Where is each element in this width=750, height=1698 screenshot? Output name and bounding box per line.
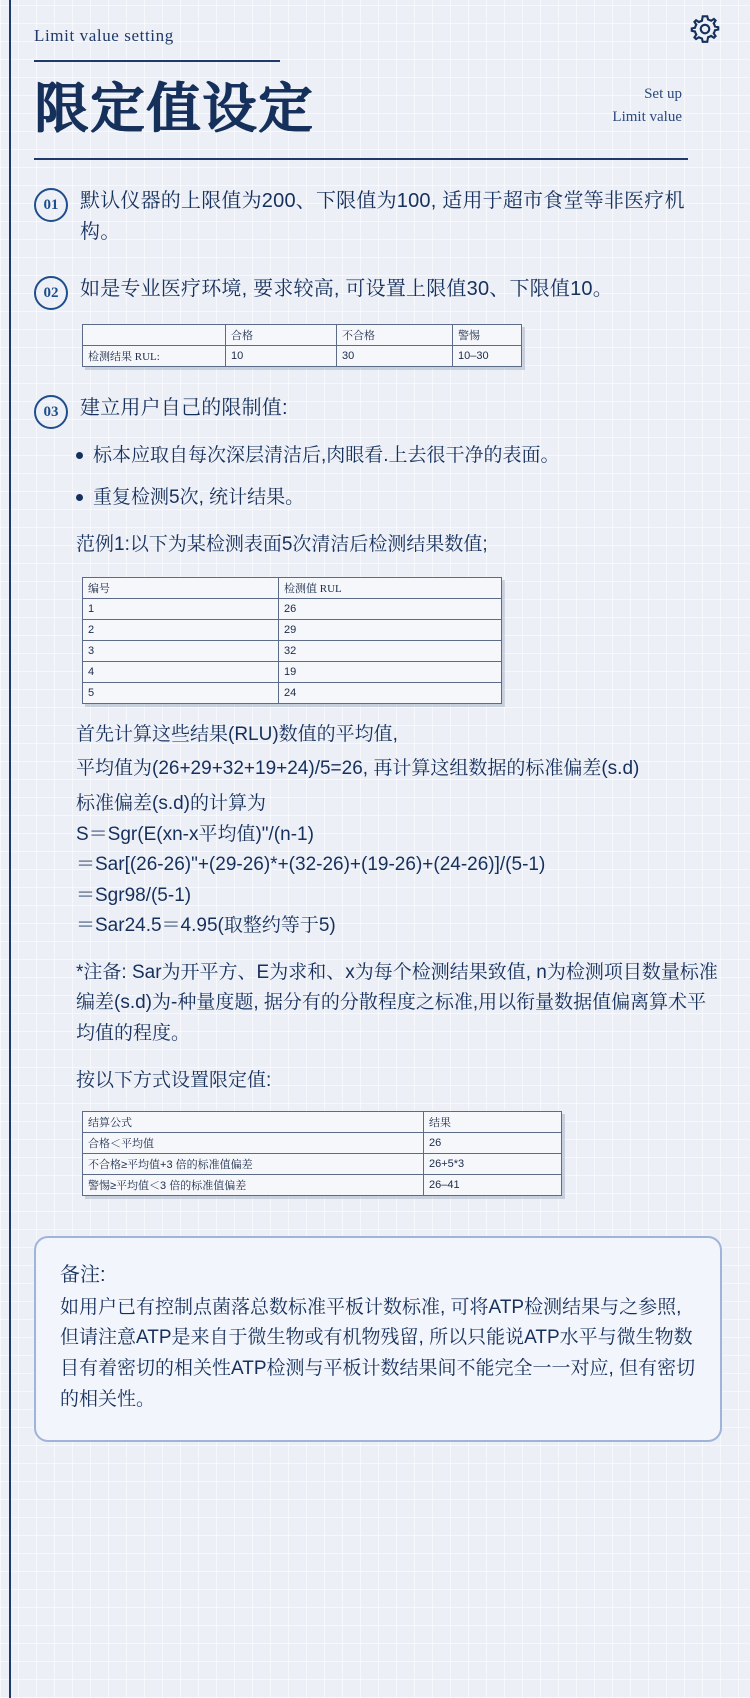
document-header	[0, 0, 750, 160]
page-title: 限定值设定	[34, 79, 314, 139]
gear-icon[interactable]	[688, 12, 722, 46]
table-cell	[83, 325, 226, 346]
bullet-dot-icon	[76, 494, 83, 501]
table-row	[83, 577, 502, 598]
table-cell: 26	[279, 598, 502, 619]
table-cell: 5	[83, 682, 279, 703]
table-cell: 不合格	[337, 325, 453, 346]
table-cell: 1	[83, 598, 279, 619]
english-subtitle-line2: Limit value	[612, 108, 682, 125]
item-number: 03	[34, 395, 68, 429]
table-row	[83, 640, 502, 661]
table-row	[83, 682, 502, 703]
calc-formula-2: ＝Sar[(26-26)"+(29-26)*+(32-26)+(19-26)+(24-26)]/(5-1)	[76, 854, 546, 876]
table-cell: 检测值 RUL	[279, 577, 502, 598]
table-cell: 32	[279, 640, 502, 661]
table-row	[83, 598, 502, 619]
item-text: 默认仪器的上限值为200、下限值为100, 适用于超市食堂等非医疗机构。	[80, 190, 685, 244]
table-cell: 2	[83, 619, 279, 640]
title-row	[34, 78, 722, 140]
calc-line-2: 平均值为(26+29+32+19+24)/5=26, 再计算这组数据的标准偏差(s.d)	[76, 758, 640, 780]
calc-formula-1: S＝Sgr(E(xn-x平均值)"/(n-1)	[76, 823, 314, 845]
table-row	[83, 346, 522, 367]
item-number: 02	[34, 276, 68, 310]
bullet-text: 标本应取自每次深层清洁后,肉眼看.上去很干净的表面。	[93, 445, 560, 467]
calc-formula-3: ＝Sgr98/(5-1)	[76, 884, 192, 906]
table-cell: 结算公式	[83, 1111, 424, 1132]
calc-line-1: 首先计算这些结果(RLU)数值的平均值,	[76, 723, 398, 745]
table-cell: 10	[226, 346, 337, 367]
long-divider	[34, 158, 688, 160]
formulas-table	[82, 1111, 562, 1196]
table-cell: 不合格≥平均值+3 倍的标准值偏差	[83, 1153, 424, 1174]
table-row	[83, 661, 502, 682]
list-item	[34, 393, 720, 429]
bullet-item	[76, 441, 720, 471]
table-cell: 警惕≥平均值＜3 倍的标准值偏差	[83, 1174, 424, 1195]
table-cell: 3	[83, 640, 279, 661]
eyebrow-text: Limit value setting	[34, 26, 174, 45]
item-text: 如是专业医疗环境, 要求较高, 可设置上限值30、下限值10。	[80, 278, 613, 301]
table-cell: 合格	[226, 325, 337, 346]
table-cell: 24	[279, 682, 502, 703]
table-cell: 4	[83, 661, 279, 682]
table-cell: 合格＜平均值	[83, 1132, 424, 1153]
table-row	[83, 1132, 562, 1153]
table-cell: 10–30	[453, 346, 522, 367]
calc-formula-4: ＝Sar24.5＝4.95(取整约等于5)	[76, 915, 336, 937]
short-divider	[34, 60, 280, 62]
list-item	[34, 274, 720, 310]
table-cell: 结果	[424, 1111, 562, 1132]
table-cell: 30	[337, 346, 453, 367]
note-body: 如用户已有控制点菌落总数标准平板计数标准, 可将ATP检测结果与之参照, 但请注意ATP是来自于微生物或有机物残留, 所以只能说ATP水平与微生物数目有着密切的相关性ATP检测与平板计数结果间不能完全一一对应, 但有密切的相关性。	[60, 1296, 696, 1410]
english-subtitle-line1: Set up	[644, 86, 682, 103]
table-row	[83, 619, 502, 640]
table-cell: 检测结果 RUL:	[83, 346, 226, 367]
left-vertical-rule	[9, 0, 11, 1698]
note-title: 备注:	[60, 1263, 106, 1286]
table-cell: 编号	[83, 577, 279, 598]
note-box	[34, 1236, 722, 1442]
item-number: 01	[34, 188, 68, 222]
readings-table	[82, 577, 502, 704]
set-caption: 按以下方式设置限定值:	[76, 1069, 272, 1091]
example-caption: 范例1:以下为某检测表面5次清洁后检测结果数值;	[76, 533, 488, 555]
calc-line-3: 标准偏差(s.d)的计算为	[76, 793, 267, 815]
bullet-text: 重复检测5次, 统计结果。	[93, 487, 305, 509]
table-cell: 26+5*3	[424, 1153, 562, 1174]
table-row	[83, 1111, 562, 1132]
footnote-text: *注备: Sar为开平方、E为求和、x为每个检测结果致值, n为检测项目数量标准编差(s.d)为-种量度题, 据分有的分散程度之标准,用以衔量数据值偏离算术平均值的程度。	[76, 961, 718, 1045]
table-row	[83, 1153, 562, 1174]
levels-table	[82, 324, 522, 367]
table-cell: 26–41	[424, 1174, 562, 1195]
list-item	[34, 186, 720, 248]
bullet-dot-icon	[76, 452, 83, 459]
table-cell: 警惕	[453, 325, 522, 346]
table-row	[83, 1174, 562, 1195]
table-row	[83, 325, 522, 346]
item-03-body	[76, 441, 720, 1195]
table-cell: 29	[279, 619, 502, 640]
table-cell: 19	[279, 661, 502, 682]
english-subtitle	[612, 83, 722, 140]
bullet-item	[76, 483, 720, 513]
item-text: 建立用户自己的限制值:	[80, 397, 288, 420]
table-cell: 26	[424, 1132, 562, 1153]
document-content	[0, 186, 750, 1195]
